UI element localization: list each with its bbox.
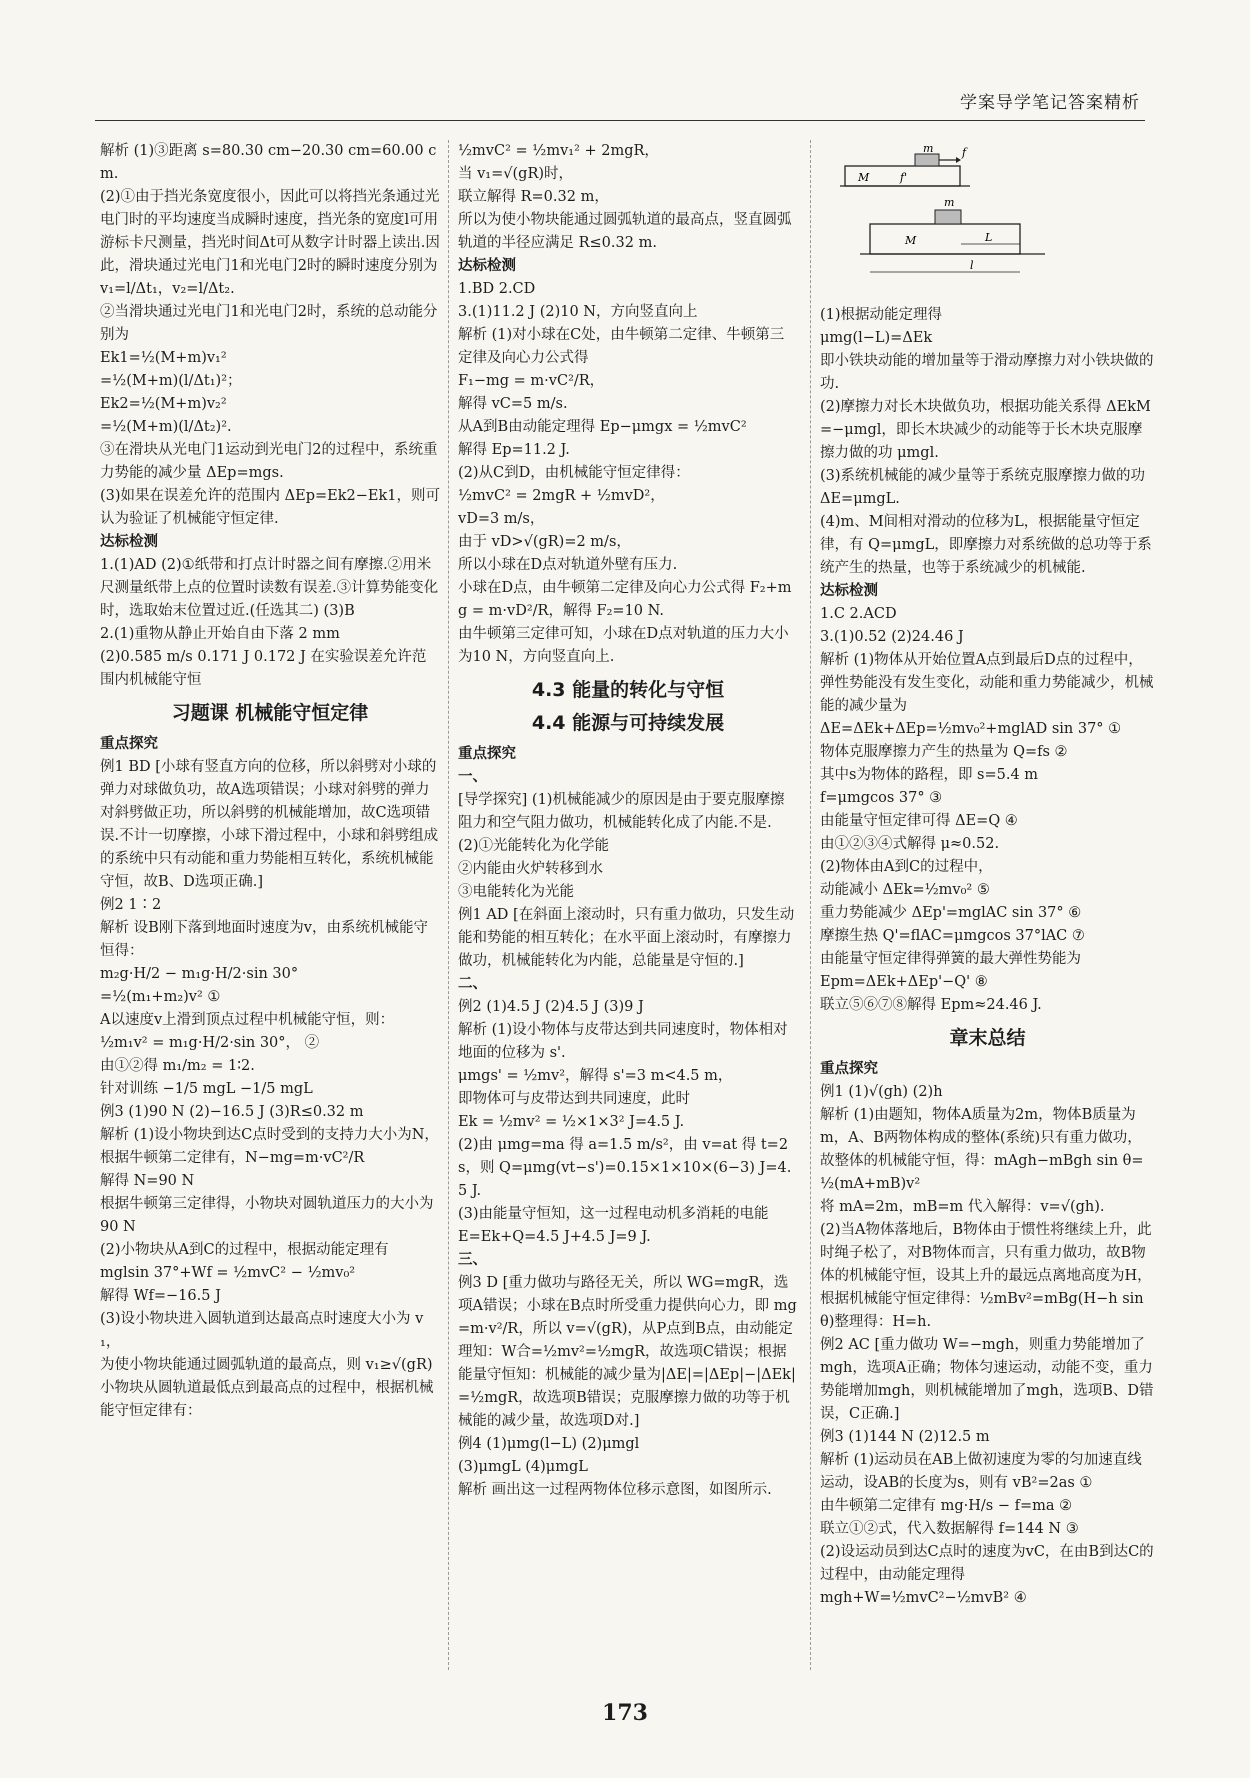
text-line: (3)如果在误差允许的范围内 ΔEp=Ek2−Ek1，则可认为验证了机械能守恒定律. (100, 488, 440, 527)
text-line: 例2 AC [重力做功 W=−mgh，则重力势能增加了mgh，选项A正确；物体匀速运动，动能不变，重力势能增加mgh，则机械能增加了mgh，选项B、D错误，C正确.] (820, 1337, 1154, 1422)
text-line: 例1 (1)√(gh) (2)h (820, 1084, 943, 1100)
text-line: 解析 (1)对小球在C处，由牛顿第二定律、牛顿第三定律及向心力公式得 (458, 327, 785, 366)
text-line: 由牛顿第三定律可知，小球在D点对轨道的压力大小为10 N，方向竖直向上. (458, 626, 789, 665)
text-line: 将 mA=2m，mB=m 代入解得：v=√(gh). (820, 1199, 1105, 1215)
section-title: 章末总结 (949, 1027, 1026, 1049)
text-line: 解得 Ep=11.2 J. (458, 442, 570, 458)
column-divider (448, 140, 449, 1670)
text-line: 3.(1)0.52 (2)24.46 J (820, 629, 964, 645)
text-line: (2)设运动员到达C点时的速度为vC，在由B到达C的过程中，由动能定理得 (820, 1544, 1154, 1583)
text-line: 解析 (1)设小物块到达C点时受到的支持力大小为N， (100, 1127, 439, 1143)
text-line: ③在滑块从光电门1运动到光电门2的过程中，系统重力势能的减少量 ΔEp=mgs. (100, 442, 438, 481)
formula-line: =½(M+m)(l/Δt₂)². (100, 419, 232, 435)
column-3 (820, 140, 1155, 1670)
text-line: 小物块从圆轨道最低点到最高点的过程中，根据机械能守恒定律有： (100, 1380, 434, 1419)
text-line: 1.(1)AD (2)①纸带和打点计时器之间有摩擦.②用米尺测量纸带上点的位置时读数有误差.③计算势能变化时，选取始末位置过近.(任选其二) (3)B (100, 557, 439, 619)
block-diagram (840, 144, 1060, 294)
text-line: (4)m、M间相对滑动的位移为L，根据能量守恒定律，有 Q=μmgL，即摩擦力对系统做的总功等于系统产生的热量，也等于系统减少的机械能. (820, 514, 1152, 576)
text-line: ②内能由火炉转移到水 (458, 861, 603, 877)
formula-line: 摩擦生热 Q'=flAC=μmgcos 37°lAC ⑦ (820, 928, 1085, 944)
text-line: (2)从C到D，由机械能守恒定律得： (458, 465, 690, 481)
text-line: 1.C 2.ACD (820, 606, 897, 622)
formula-line: ½mvC² = 2mgR + ½mvD²， (458, 488, 665, 504)
text-line: 针对训练 −1/5 mgL −1/5 mgL (100, 1081, 313, 1097)
text-line: 解得 Wf=−16.5 J (100, 1288, 221, 1304)
text-line: 解得 vC=5 m/s. (458, 396, 568, 412)
header-rule (95, 120, 1145, 121)
text-line: 物体克服摩擦力产生的热量为 Q=fs ② (820, 744, 1068, 760)
text-line: 联立解得 R=0.32 m， (458, 189, 609, 205)
text-line: (1)根据动能定理得 (820, 307, 943, 323)
text-line: 例2 (1)4.5 J (2)4.5 J (3)9 J (458, 999, 644, 1015)
text-line: 所以小球在D点对轨道外壁有压力. (458, 557, 678, 573)
text-line: 解析 (1)③距离 s=80.30 cm−20.30 cm=60.00 cm. (100, 143, 437, 182)
text-line: [导学探究] (1)机械能减少的原因是由于要克服摩擦阻力和空气阻力做功，机械能转化成了内能.不是. (458, 792, 785, 831)
formula-line: ΔE=ΔEk+ΔEp=½mv₀²+mglAD sin 37° ① (820, 721, 1122, 737)
text-line: 解析 (1)运动员在AB上做初速度为零的匀加速直线运动，设AB的长度为s，则有 vB²=2as ① (820, 1452, 1142, 1491)
text-line: 解析 设B刚下落到地面时速度为v，由系统机械能守恒得： (100, 920, 428, 959)
text-line: (3)μmgL (4)μmgL (458, 1459, 588, 1475)
text-line: 例3 D [重力做功与路径无关，所以 WG=mgR，选项A错误；小球在B点时所受重力提供向心力，即 mg=m·v²/R，所以 v=√(gR)，从P点到B点，由动能定理知：W合=½mv²=½mgR，故选项C错误；根据能量守恒知：机械能的减少量为|ΔE|=|ΔEp|−|ΔEk|=½mgR，故选项B错误；克服摩擦力做的功等于机械能的减少量，故选项D对.] (458, 1275, 797, 1429)
subheading: 达标检测 (820, 583, 878, 599)
formula-line: μmg(l−L)=ΔEk (820, 330, 933, 346)
text-line: 解析 (1)物体从开始位置A点到最后D点的过程中，弹性势能没有发生变化，动能和重力势能减少，机械能的减少量为 (820, 652, 1154, 714)
text-line: (3)由能量守恒知，这一过程电动机多消耗的电能 (458, 1206, 769, 1222)
formula-line: 根据牛顿第二定律有，N−mg=m·vC²/R (100, 1150, 365, 1166)
subheading: 重点探究 (458, 746, 516, 762)
text-line: 从A到B由动能定理得 Ep−μmgx = ½mvC² (458, 419, 747, 435)
text-line: 由能量守恒定律得弹簧的最大弹性势能为 (820, 951, 1081, 967)
subheading: 一、 (458, 769, 487, 785)
text-line: 由①②③④式解得 μ≈0.52. (820, 836, 1000, 852)
text-line: 由于 vD>√(gR)=2 m/s， (458, 534, 631, 550)
formula-line: f=μmgcos 37° ③ (820, 790, 943, 806)
subheading: 三、 (458, 1252, 487, 1268)
formula-line: 由牛顿第二定律有 mg·H/s − f=ma ② (820, 1498, 1073, 1514)
text-line: 3.(1)11.2 J (2)10 N，方向竖直向上 (458, 304, 698, 320)
text-line: 2.(1)重物从静止开始自由下落 2 mm (100, 626, 340, 642)
formula-line: mglsin 37°+Wf = ½mvC² − ½mv₀² (100, 1265, 356, 1281)
text-line: 为使小物块能通过圆弧轨道的最高点，则 v₁≥√(gR) (100, 1357, 433, 1373)
formula-line: Ek2=½(M+m)v₂² (100, 396, 227, 412)
text-line: (2)当A物体落地后，B物体由于惯性将继续上升，此时绳子松了，对B物体而言，只有重力做功，故B物体的机械能守恒，设其上升的最远点离地高度为H，根据机械能守恒定律得：½mBv²=mBg(H−h sin θ)整理得：H=h. (820, 1222, 1152, 1330)
text-line: 联立①②式，代入数据解得 f=144 N ③ (820, 1521, 1079, 1537)
section-title: 4.3 能量的转化与守恒 (531, 679, 725, 701)
text-line: 所以为使小物块能通过圆弧轨道的最高点，竖直圆弧轨道的半径应满足 R≤0.32 m. (458, 212, 792, 251)
label-f: f (962, 146, 967, 159)
text-line: (2)物体由A到C的过程中， (820, 859, 993, 875)
page-header-title: 学案导学笔记答案精析 (960, 93, 1140, 113)
subheading: 达标检测 (100, 534, 158, 550)
label-l: l (970, 259, 974, 272)
text-line: 即小铁块动能的增加量等于滑动摩擦力对小铁块做的功. (820, 353, 1154, 392)
subheading: 重点探究 (820, 1061, 878, 1077)
formula-line: mgh+W=½mvC²−½mvB² ④ (820, 1590, 1027, 1606)
formula-line: ½mvC² = ½mv₁² + 2mgR， (458, 143, 659, 159)
formula-line: m₂g·H/2 − m₁g·H/2·sin 30° (100, 966, 299, 982)
formula-line: μmgs' = ½mv²，解得 s'=3 m<4.5 m， (458, 1068, 733, 1084)
formula-line: =½(M+m)(l/Δt₁)²； (100, 373, 242, 389)
text-line: 根据牛顿第三定律得，小物块对圆轨道压力的大小为90 N (100, 1196, 434, 1235)
page-number: 173 (602, 1700, 648, 1726)
text-line: 例1 BD [小球有竖直方向的位移，所以斜劈对小球的弹力对球做负功，故A选项错误；小球对斜劈的弹力对斜劈做正功，所以斜劈的机械能增加，故C选项错误.不计一切摩擦，小球下滑过程中，小球和斜劈组成的系统中只有动能和重力势能相互转化，系统机械能守恒，故B、D选项正确.] (100, 759, 439, 890)
subheading: 达标检测 (458, 258, 516, 274)
label-L: L (985, 231, 993, 244)
label-M: M (858, 171, 870, 184)
formula-line: 由①②得 m₁/m₂ = 1∶2. (100, 1058, 255, 1074)
text-line: 小球在D点，由牛顿第二定律及向心力公式得 F₂+mg = m·vD²/R，解得 F₂=10 N. (458, 580, 792, 619)
formula-line: 重力势能减少 ΔEp'=mglAC sin 37° ⑥ (820, 905, 1082, 921)
column-1 (100, 140, 440, 1670)
text-line: 解析 画出这一过程两物体位移示意图，如图所示. (458, 1482, 772, 1498)
text-line: (3)系统机械能的减少量等于系统克服摩擦力做的功 ΔE=μmgL. (820, 468, 1146, 507)
section-title: 4.4 能源与可持续发展 (531, 712, 725, 734)
text-line: 例4 (1)μmg(l−L) (2)μmgl (458, 1436, 640, 1452)
formula-line: F₁−mg = m·vC²/R， (458, 373, 605, 389)
label-m: m (923, 144, 934, 155)
text-line: 即物体可与皮带达到共同速度，此时 (458, 1091, 690, 1107)
text-line: 当 v₁=√(gR)时， (458, 166, 574, 182)
label-M: M (905, 234, 917, 247)
text-line: 例3 (1)144 N (2)12.5 m (820, 1429, 990, 1445)
formula-line: 由能量守恒定律可得 ΔE=Q ④ (820, 813, 1018, 829)
text-line: 解得 N=90 N (100, 1173, 195, 1189)
formula-line: ½m₁v² = m₁g·H/2·sin 30°， ② (100, 1035, 320, 1051)
text-line: vD=3 m/s， (458, 511, 545, 527)
text-line: 联立⑤⑥⑦⑧解得 Epm≈24.46 J. (820, 997, 1042, 1013)
formula-line: Ek1=½(M+m)v₁² (100, 350, 227, 366)
label-m: m (944, 196, 955, 209)
text-line: (2)0.585 m/s 0.171 J 0.172 J 在实验误差允许范围内机械能守恒 (100, 649, 427, 688)
text-line: 1.BD 2.CD (458, 281, 536, 297)
text-line: (2)摩擦力对长木块做负功，根据功能关系得 ΔEkM=−μmgl，即长木块减少的动能等于长木块克服摩擦力做的功 μmgl. (820, 399, 1151, 461)
text-line: 解析 (1)由题知，物体A质量为2m，物体B质量为m，A、B两物体构成的整体(系统)只有重力做功，故整体的机械能守恒，得：mAgh−mBgh sin θ=½(mA+mB)v² (820, 1107, 1144, 1192)
column-divider (810, 140, 811, 1670)
text-line: 例1 AD [在斜面上滚动时，只有重力做功，只发生动能和势能的相互转化；在水平面上滚动时，有摩擦力做功，机械能转化为内能，总能量是守恒的.] (458, 907, 795, 969)
label-fprime: f' (900, 171, 908, 184)
text-line: (2)①光能转化为化学能 (458, 838, 610, 854)
formula-line: 动能减小 ΔEk=½mv₀² ⑤ (820, 882, 990, 898)
formula-line: Epm=ΔEk+ΔEp'−Q' ⑧ (820, 974, 988, 990)
text-line: ②当滑块通过光电门1和光电门2时，系统的总动能分别为 (100, 304, 438, 343)
text-line: 例3 (1)90 N (2)−16.5 J (3)R≤0.32 m (100, 1104, 364, 1120)
text-line: (2)①由于挡光条宽度很小，因此可以将挡光条通过光电门时的平均速度当成瞬时速度，挡光条的宽度l可用游标卡尺测量，挡光时间Δt可从数字计时器上读出.因此，滑块通过光电门1和光电门2时的瞬时速度分别为 v₁=l/Δt₁，v₂=l/Δt₂. (100, 189, 440, 297)
section-title: 习题课 机械能守恒定律 (171, 702, 369, 724)
formula-line: E=Ek+Q=4.5 J+4.5 J=9 J. (458, 1229, 651, 1245)
text-line: 例2 1∶2 (100, 897, 162, 913)
text-line: (2)由 μmg=ma 得 a=1.5 m/s²，由 v=at 得 t=2 s，则 Q=μmg(vt−s')=0.15×1×10×(6−3) J=4.5 J. (458, 1137, 792, 1199)
subheading: 二、 (458, 976, 487, 992)
column-2 (458, 140, 798, 1670)
text-line: 解析 (1)设小物体与皮带达到共同速度时，物体相对地面的位移为 s'. (458, 1022, 788, 1061)
text-line: (2)小物块从A到C的过程中，根据动能定理有 (100, 1242, 389, 1258)
text-line: ③电能转化为光能 (458, 884, 574, 900)
text-line: (3)设小物块进入圆轨道到达最高点时速度大小为 v₁， (100, 1311, 424, 1350)
text-line: 其中s为物体的路程，即 s=5.4 m (820, 767, 1039, 783)
text-line: A以速度v上滑到顶点过程中机械能守恒，则： (100, 1012, 395, 1028)
subheading: 重点探究 (100, 736, 158, 752)
formula-line: =½(m₁+m₂)v² ① (100, 989, 221, 1005)
formula-line: Ek = ½mv² = ½×1×3² J=4.5 J. (458, 1114, 685, 1130)
